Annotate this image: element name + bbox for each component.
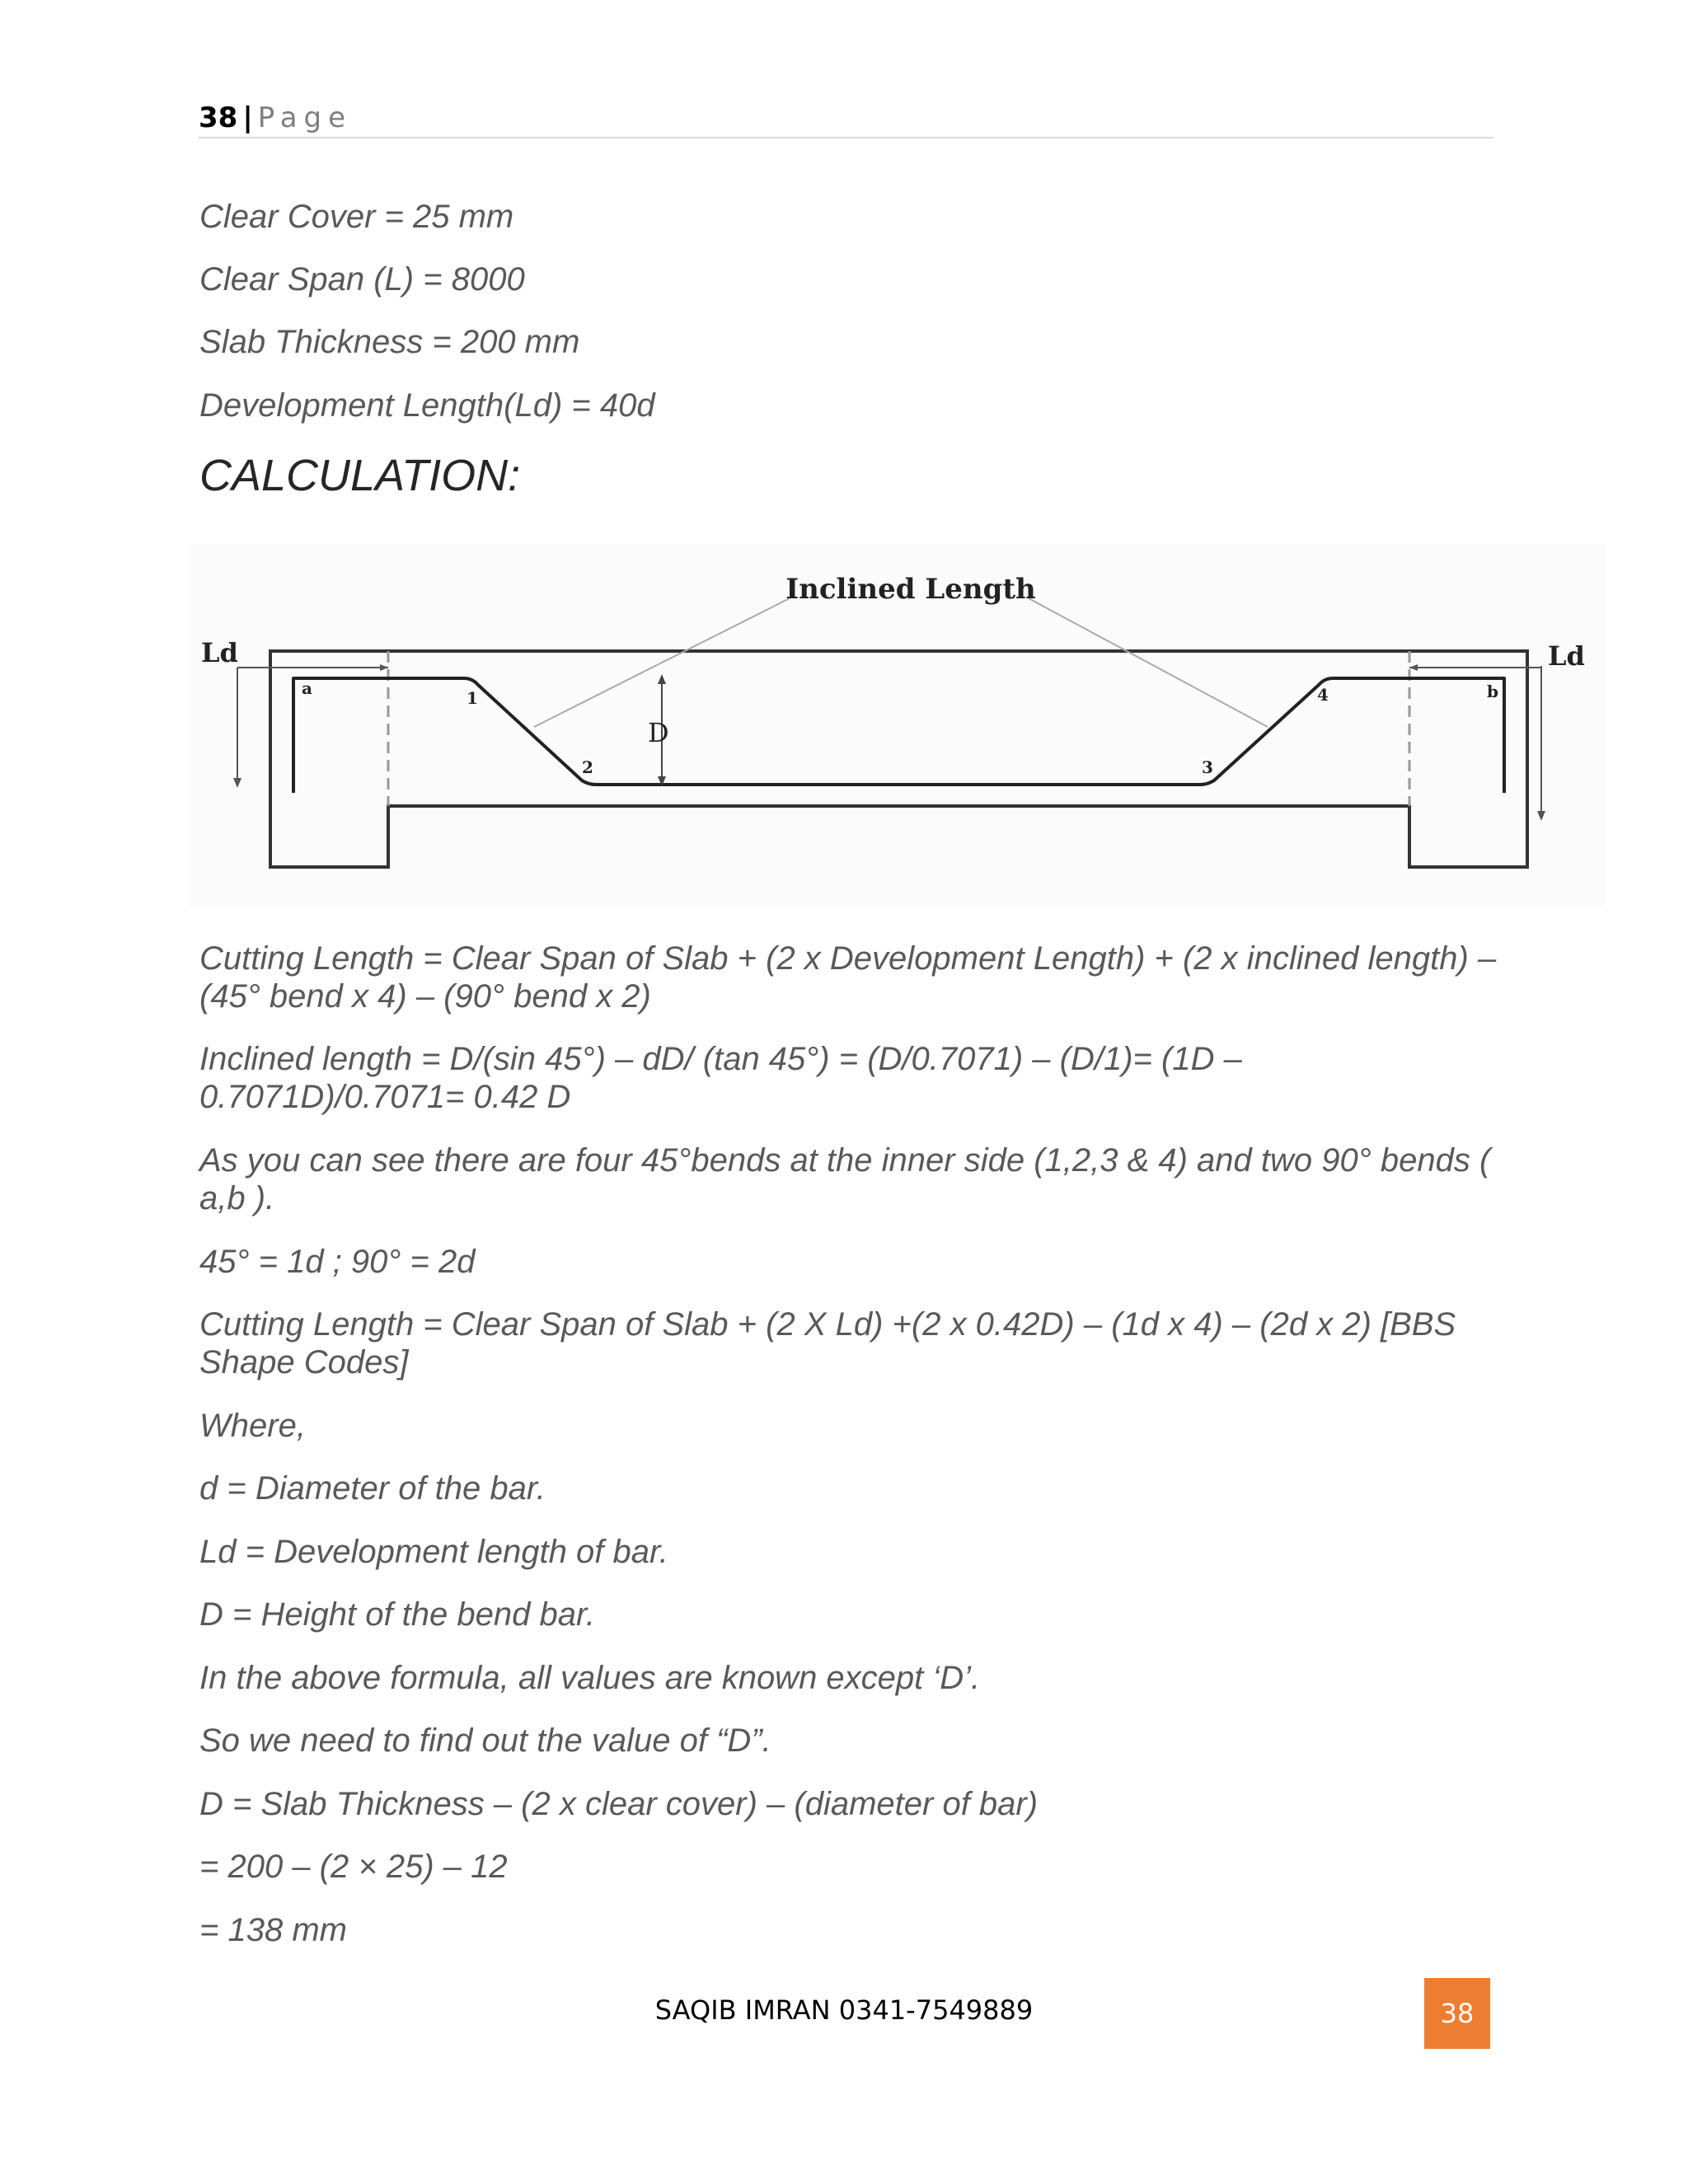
ld-label-left: Ld — [201, 637, 238, 668]
development-length-line: Development Length(Ld) = 40d — [199, 387, 655, 424]
D-substitution: = 200 – (2 × 25) – 12 — [199, 1849, 508, 1885]
page-header — [199, 97, 1493, 138]
footer-author: SAQIB IMRAN 0341-7549889 — [654, 1994, 1034, 2026]
bends-note: As you can see there are four 45°bends at the inner side (1,2,3 & 4) and two 90° bends ( a,b ). — [199, 1142, 1491, 1216]
inclined-length-formula: Inclined length = D/(sin 45°) – dD/ (tan 45°) = (D/0.7071) – (D/1)= (1D – 0.7071D)/0.7071= 0.42 D — [199, 1041, 1242, 1115]
d-label: D — [648, 717, 669, 748]
clear-cover-line: Clear Cover = 25 mm — [199, 199, 514, 235]
slab-thickness-line: Slab Thickness = 200 mm — [199, 324, 580, 360]
bend-values: 45° = 1d ; 90° = 2d — [199, 1244, 476, 1280]
calculation-heading: CALCULATION: — [199, 451, 521, 500]
ld-label-right: Ld — [1548, 640, 1585, 672]
cutting-length-formula: Cutting Length = Clear Span of Slab + (2 x Development Length) + (2 x inclined length) – (45° bend x 4) – (90° bend x 2) — [199, 940, 1497, 1015]
where-label: Where, — [199, 1408, 306, 1444]
known-except-note: In the above formula, all values are known except ‘D’. — [199, 1660, 981, 1696]
bend-label-a: a — [302, 678, 312, 698]
definition-D: D = Height of the bend bar. — [199, 1596, 595, 1633]
find-D-note: So we need to find out the value of “D”. — [199, 1722, 771, 1759]
bend-label-2: 2 — [582, 757, 593, 777]
bend-label-b: b — [1487, 682, 1498, 701]
definition-d: d = Diameter of the bar. — [199, 1470, 546, 1507]
definition-ld: Ld = Development length of bar. — [199, 1534, 668, 1570]
bend-label-4: 4 — [1317, 685, 1329, 705]
D-result: = 138 mm — [199, 1912, 347, 1948]
diagram-title: Inclined Length — [785, 573, 1036, 606]
header-page-number: 38 — [199, 101, 238, 134]
bend-label-1: 1 — [467, 688, 478, 708]
footer-page-badge: 38 — [1424, 1978, 1490, 2049]
cutting-length-bbs: Cutting Length = Clear Span of Slab + (2 X Ld) +(2 x 0.42D) – (1d x 4) – (2d x 2) [BBS Shape Codes] — [199, 1306, 1456, 1380]
header-separator: | — [242, 101, 253, 134]
bend-label-3: 3 — [1202, 757, 1213, 777]
clear-span-line: Clear Span (L) = 8000 — [199, 261, 525, 298]
D-formula: D = Slab Thickness – (2 x clear cover) – (diameter of bar) — [199, 1786, 1039, 1822]
bent-bar-diagram — [188, 544, 1606, 907]
header-page-word: Page — [257, 101, 353, 134]
